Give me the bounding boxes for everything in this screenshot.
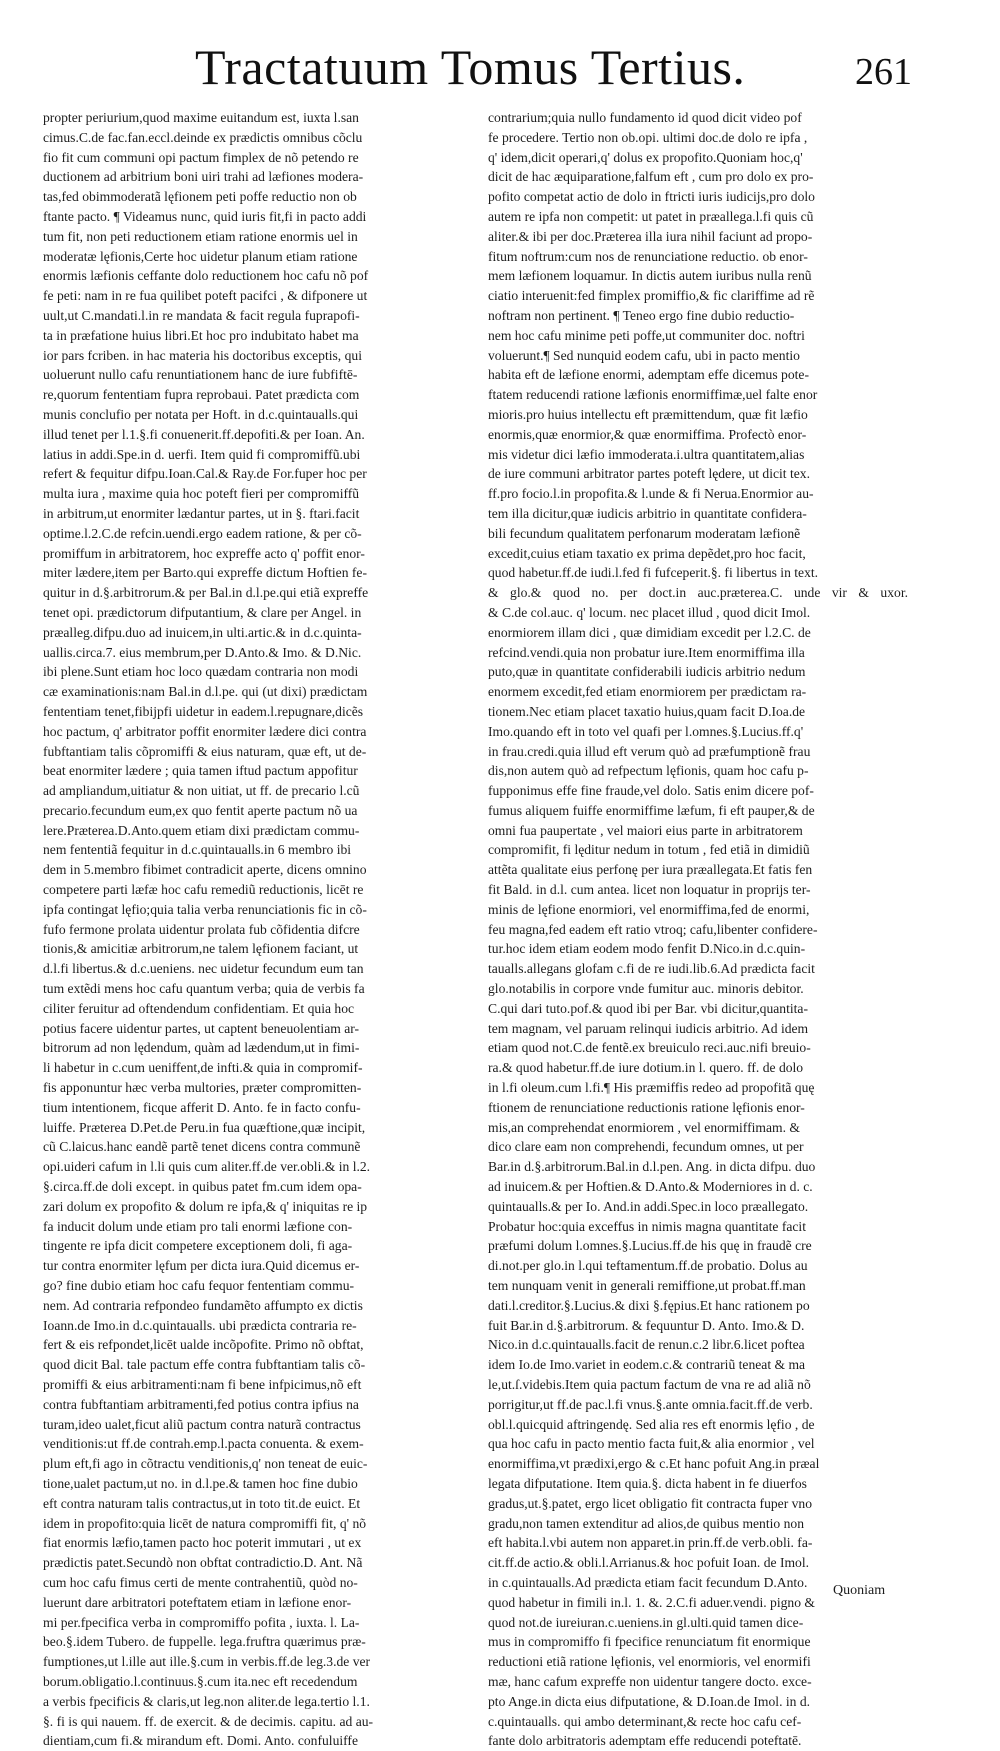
- text-line: contrarium;quia nullo fundamento id quod dicit video pof: [488, 110, 802, 125]
- text-line: tur.hoc idem etiam eodem modo fenfit D.Nico.in d.c.quin-: [488, 941, 806, 957]
- text-line: idem in propofito:quia licēt de natura compromiffi fit, q' nõ: [43, 1515, 367, 1531]
- text-line: omni fua paupertate , vel maiori eius parte in arbitratorem: [488, 822, 803, 838]
- text-line: a verbis fpecificis & claris,ut leg.non aliter.de lega.tertio l.1.: [43, 1693, 370, 1709]
- text-line: dientiam,cum fi.& mirandum eft. Domi. Anto. confuluiffe: [43, 1733, 358, 1749]
- text-line: feu magna,fed eadem eft ratio vtroq; cafu,libenter confidere-: [488, 921, 818, 937]
- text-line: in arbitrum,ut enormiter lædantur partes, ut in §. ftari.facit: [43, 505, 360, 521]
- text-line: le,ut.ſ.videbis.Item quia pactum factum de vna re ad aliã nõ: [488, 1377, 811, 1392]
- text-line: fe peti: nam in re fua quilibet poteft pacifci , & difponere ut: [43, 288, 368, 304]
- text-line: mis videtur dici læfio immoderata.i.ultra quantitatem,alias: [488, 446, 805, 462]
- text-line: fante dolo arbitratoris ademptam effe reducendi poteftatē.: [488, 1733, 802, 1749]
- text-line: fit Bald. in d.l. cum antea. licet non loquatur in proprijs ter-: [488, 882, 811, 898]
- text-line: nem fententiã fequitur in d.c.quintaualls.in 6 membro ibi: [43, 842, 352, 858]
- text-line: §.circa.ff.de doli except. in quibus patet fm.cum idem opa-: [43, 1179, 362, 1195]
- text-line: fitum noftrum:cum nos de renunciatione reductio. ob enor-: [488, 248, 808, 264]
- text-line: promiffum in arbitratorem, hoc expreffe acto q' poffit enor-: [43, 545, 365, 561]
- text-line: di.not.per glo.in l.qui teftamentum.ff.de probatio. Dolus au: [488, 1258, 808, 1274]
- text-line: ad inuicem.& per Hoftien.& D.Anto.& Moderniores in d. c.: [488, 1179, 813, 1195]
- text-line: mioris.pro huius intellectu eft præmittendum, quæ fit læfio: [488, 406, 808, 422]
- text-line: mem læfionem loquamur. In dictis autem iuribus nulla renũ: [488, 268, 812, 284]
- text-line: excedit,cuius etiam taxatio ex prima depẽdet,pro hoc facit,: [488, 545, 806, 561]
- text-line: quintaualls.& per Io. And.in addi.Spec.in loco præallegato.: [488, 1198, 809, 1214]
- text-line: prædictis patet.Secundò non obftat contradictio.D. Ant. Nã: [43, 1555, 363, 1571]
- text-line: precario.fecundum eum,ex quo fentit aperte pactum nõ ua: [43, 802, 358, 818]
- page-number: 261: [855, 51, 912, 93]
- catchword: Quoniam: [833, 1583, 886, 1598]
- running-title: Tractatuum Tomus Tertius.: [195, 39, 746, 95]
- text-line: dis,non autem quò ad refpectum lęfionis, quam hoc cafu p-: [488, 763, 809, 779]
- text-line: quitur in d.§.arbitrorum.& per Bal.in d.l.pe.qui etiã expreffe: [43, 585, 369, 601]
- text-line: de iure communi arbitrator partes poteft lędere, ut dicit tex.: [488, 466, 810, 482]
- text-line: dati.l.creditor.§.Lucius.& dixi §.fępius.Et hanc rationem po: [488, 1297, 810, 1313]
- text-line: fuit Bar.in d.§.arbitrorum. & fequuntur D. Anto. Imo.& D.: [488, 1317, 805, 1333]
- text-line: luerunt dare arbitratori poteftatem etiam in læfione enor-: [43, 1594, 352, 1610]
- text-line: in frau.credi.quia illud eft verum quò ad præfumptionẽ frau: [488, 743, 811, 759]
- text-line: tionis,& amicitiæ arbitrorum,ne talem lęfionem faciant, ut: [43, 941, 359, 957]
- text-line: tum extẽdi mens hoc cafu quantum verba; quia de verbis fa: [43, 981, 365, 997]
- text-line: multa iura , maxime quia hoc poteft fieri per compromiffũ: [43, 486, 360, 502]
- text-line: potius facere uidentur partes, ut captent beneuolentiam ar-: [43, 1020, 360, 1036]
- text-line: go? fine dubio etiam hoc cafu fequor fententiam commu-: [43, 1278, 355, 1294]
- right-text-column: [488, 108, 908, 1749]
- text-line: propter periurium,quod maxime euitandum est, iuxta l.san: [43, 110, 359, 125]
- text-line: quod habetur in fimili in.l. 1. &. 2.C.fi aduer.vendi. pigno &: [488, 1594, 815, 1610]
- text-line: Probatur hoc:quia exceffus in nimis magna quantitate facit: [488, 1218, 806, 1234]
- text-line: ibi plene.Sunt etiam hoc loco quædam contraria non modi: [43, 664, 359, 680]
- text-line: tium intentionem, ficque afferit D. Anto. fe in facto confu-: [43, 1099, 361, 1115]
- text-line: ftatem reducendi ratione læfionis enormiffimæ,uel falte enor: [488, 387, 818, 403]
- text-line: tem illa dicitur,quæ iudicis arbitrio in quantitate confidera-: [488, 505, 807, 521]
- text-line: quod not.de iureiuran.c.ueniens.in gl.ulti.quid tamen dice-: [488, 1614, 804, 1630]
- text-line: enormis læfionis ceffante dolo reductionem hoc cafu nõ pof: [43, 268, 369, 284]
- text-line: glo.notabilis in corpore vnde fumitur auc. minoris debitor.: [488, 981, 804, 997]
- text-line: contra fubftantiam arbitramenti,fed potius contra ipfius na: [43, 1396, 359, 1412]
- text-line: gradu,non tamen extenditur ad alios,de quibus mentio non: [488, 1515, 804, 1531]
- text-line: mis,an comprehendat enormiorem , vel enormiffimam. &: [488, 1119, 800, 1135]
- text-line: competere parti læfæ hoc cafu remediũ reductionis, licēt re: [43, 882, 364, 898]
- text-line: idem Io.de Imo.variet in eodem.c.& contrariũ teneat & ma: [488, 1357, 806, 1373]
- text-line: quod dicit Bal. tale pactum effe contra fubftantiam talis cõ-: [43, 1357, 366, 1373]
- text-line: promiffi & eius arbitramenti:nam fi bene infpicimus,nõ eft: [43, 1377, 362, 1392]
- text-line: reductioni etiã ratione lęfionis, vel enormioris, vel enormifi: [488, 1654, 811, 1670]
- text-line: beat enormiter lædere ; quia tamen iftud pactum appofitur: [43, 763, 358, 779]
- text-line: cum hoc cafu fimus certi de mente contrahentiũ, quòd no-: [43, 1574, 358, 1590]
- text-line: c.quintaualls. qui ambo determinant,& recte hoc cafu cef-: [488, 1713, 802, 1729]
- text-line: mæ, hanc cafum expreffe non uidentur tangere docto. exce-: [488, 1673, 812, 1689]
- text-line: Bar.in d.§.arbitrorum.Bal.in d.l.pen. Ang. in dicta difpu. duo: [488, 1159, 816, 1175]
- text-line: mus in compromiffo fi fpecifice renunciatum fit enormique: [488, 1634, 811, 1650]
- text-line: nem. Ad contraria refpondeo fundamẽto affumpto ex dictis: [43, 1297, 363, 1313]
- text-line: ior pars fcriben. in hac materia his doctoribus exceptis, qui: [43, 347, 362, 363]
- text-line: fupponimus effe fine fraude,vel dolo. Satis enim dicere pof-: [488, 783, 814, 799]
- text-line: beo.§.idem Tubero. de fuppelle. lega.fruftra quærimus præ-: [43, 1634, 366, 1650]
- text-line: munis conclufio per notata per Hoft. in d.c.quintaualls.qui: [43, 406, 359, 422]
- text-line: fumptiones,ut l.ille aut ille.§.cum in verbis.ff.de leg.3.de ver: [43, 1654, 371, 1670]
- text-line: tem nunquam venit in generali remiffione,ut probat.ff.man: [488, 1278, 806, 1294]
- text-line: quod habetur.ff.de iudi.l.fed fi fufceperit.§. fi libertus in text.: [488, 565, 819, 581]
- text-line: optime.l.2.C.de refcin.uendi.ergo eadem ratione, & per cõ-: [43, 525, 362, 541]
- text-line: tenet opi. prædictorum difputantium, & clare per Angel. in: [43, 604, 362, 620]
- text-line: enormiffima,vt prædixi,ergo & c.Et hanc pofuit Ang.in præal: [488, 1456, 820, 1472]
- text-line: fiat enormis læfio,tamen pacto hoc poterit immutari , ut ex: [43, 1535, 362, 1551]
- text-line: cæ examinationis:nam Bal.in d.l.pe. qui (ut dixi) prædictam: [43, 684, 368, 700]
- text-line: tum fit, non peti reductionem etiam ratione enormis uel in: [43, 228, 358, 244]
- text-line: bitrorum ad non lędendum, quàm ad lædendum,ut in fimi-: [43, 1040, 360, 1056]
- text-line: fert & eis refpondet,licēt ualde incõpofite. Primo nõ obftat,: [43, 1337, 364, 1353]
- text-line: ad ampliandum,uitiatur & non uitiat, ut ff. de precario l.cũ: [43, 783, 360, 799]
- text-line: puto,quæ in quantitate confiderabili iudicis arbitrio nedum: [488, 664, 806, 680]
- text-line: eft contra naturam talis contractus,ut in toto tit.de euict. Et: [43, 1495, 361, 1511]
- text-line: eft habita.l.vbi autem non apparet.in prin.ff.de verb.obli. fa-: [488, 1535, 813, 1551]
- text-line: compromifit, fi lęditur nedum in totum , fed etiã in dimidiũ: [488, 842, 810, 858]
- text-line: ra.& quod habetur.ff.de iure dotium.in l. quero. ff. de dolo: [488, 1060, 804, 1076]
- text-line: li habetur in c.cum ueniffent,de infti.& quia in compromif-: [43, 1060, 363, 1076]
- text-line: ciliter feruitur ad oftendendum confidentiam. Et quia hoc: [43, 1000, 355, 1016]
- text-line: cit.ff.de actio.& obli.l.Arrianus.& hoc pofuit Ioan. de Imol.: [488, 1555, 810, 1571]
- text-line: re,quorum fententiam fupra reprobaui. Patet prædicta com: [43, 387, 360, 403]
- text-line: q' idem,dicit operari,q' dolus ex propofito.Quoniam hoc,q': [488, 149, 803, 165]
- text-line: dico clare eam non comprehendi, fecundum omnes, ut per: [488, 1139, 804, 1155]
- text-line: moderatæ lęfionis,Certe hoc uidetur planum etiam ratione: [43, 248, 358, 264]
- text-line: & glo.& quod no. per doct.in auc.præterea.C. unde vir & uxor.: [488, 585, 908, 601]
- text-line: qua hoc cafu in pacto mentio facta fuit,& alia enormior , vel: [488, 1436, 815, 1452]
- text-line: tingente re ipfa dicit competere exceptionem doli, fi aga-: [43, 1238, 353, 1254]
- text-line: fio fit cum communi opi pactum fimplex de nõ petendo re: [43, 149, 359, 165]
- text-line: in c.quintaualls.Ad prædicta etiam facit fecundum D.Anto.: [488, 1574, 808, 1590]
- text-line: hoc pactum, q' arbitrator poffit enormiter lædere dici contra: [43, 723, 367, 739]
- text-line: d.l.fi libertus.& d.c.ueniens. nec uidetur fecundum eum tan: [43, 961, 364, 977]
- text-line: fumus aliquem fuiffe enormiffime læfum, fi eft pauper,& de: [488, 802, 815, 818]
- text-line: nem hoc cafu minime peti poffe,ut communiter doc. noftri: [488, 327, 805, 343]
- text-line: uult,ut C.mandati.l.in re mandata & facit regula fuprapofi-: [43, 307, 360, 323]
- text-line: ductionem ad arbitrium boni uiri trahi ad læfiones modera-: [43, 169, 364, 185]
- text-line: præalleg.difpu.duo ad inuicem,in ulti.artic.& in d.c.quinta-: [43, 624, 362, 640]
- text-line: pofito competat actio de dolo in ftricti iuris iudicijs,pro dolo: [488, 189, 815, 205]
- text-line: fa inducit dolum unde etiam pro tali enormi læfione con-: [43, 1218, 353, 1234]
- text-line: dicit de hac æquiparatione,falfum eft , cum pro dolo ex pro-: [488, 169, 814, 185]
- text-line: attẽta qualitate eius perfonę per iura præallegata.Et fatis fen: [488, 862, 813, 878]
- text-line: fufo fermone prolata uidentur prolata fub cõfidentia difcre: [43, 921, 360, 937]
- text-line: cũ C.laicus.hanc eandẽ partẽ tenet dicens contra communẽ: [43, 1139, 361, 1155]
- text-line: aliter.& ibi per doc.Præterea illa iura nihil faciunt ad propo-: [488, 228, 813, 244]
- text-line: tionem.Nec etiam placet taxatio huius,quam facit D.Ioa.de: [488, 703, 806, 719]
- text-line: fis apponuntur hæc verba multories, præter compromitten-: [43, 1080, 362, 1096]
- text-line: C.qui dari tuto.pof.& quod ibi per Bar. vbi dicitur,quantita-: [488, 1000, 808, 1016]
- text-line: §. fi is qui nauem. ff. de exercit. & de decimis. capitu. ad au-: [43, 1713, 374, 1729]
- text-line: illud tenet per l.1.§.fi conuenerit.ff.depofiti.& per Ioan. An.: [43, 426, 365, 442]
- text-line: & C.de col.auc. q' locum. nec placet illud , quod dicit Imol.: [488, 604, 811, 620]
- left-text-column: [43, 108, 475, 1749]
- text-line: ciatio interuenit:fed fimplex promiffio,& fic clariffime ad rẽ: [488, 288, 815, 304]
- text-line: habita eft de læfione enormi, ademptam effe dicemus pote-: [488, 367, 809, 383]
- text-line: porrigitur,ut ff.de pac.l.fi vnus.§.ante omnia.facit.ff.de verb.: [488, 1396, 813, 1412]
- text-line: enormem excedit,fed etiam enormiorem per prædictam ra-: [488, 684, 807, 700]
- text-line: Imo.quando eft in toto vel quafi per l.omnes.§.Lucius.ff.q': [488, 723, 804, 739]
- text-line: in l.fi oleum.cum l.fi.¶ His præmiffis redeo ad propofitã quę: [488, 1080, 815, 1096]
- text-line: gradus,ut.§.patet, ergo licet obligatio fit contracta fuper vno: [488, 1495, 813, 1511]
- text-line: fententiam tenet,fibijpfi uidetur in eadem.l.repugnare,dicẽs: [43, 703, 364, 719]
- text-line: minis de lęfione enormiori, vel enormiffima,fed de enormi,: [488, 901, 810, 917]
- text-line: ftionem de renunciatione reductionis ratione lęfionis enor-: [488, 1099, 805, 1115]
- text-line: obl.l.quicquid aftringendę. Sed alia res eft enormis lęfio , de: [488, 1416, 815, 1432]
- text-line: pto Ange.in dicta eius difputatione, & D.Ioan.de Imol. in d.: [488, 1693, 811, 1709]
- text-line: Ioann.de Imo.in d.c.quintaualls. ubi prædicta contraria re-: [43, 1317, 357, 1333]
- text-line: venditionis:ut ff.de contrah.emp.l.pacta conuenta. & exem-: [43, 1436, 364, 1452]
- text-line: enormiorem illam dici , quæ dimidiam excedit per l.2.C. de: [488, 624, 811, 640]
- text-line: opi.uideri cafum in l.li quis cum aliter.ff.de ver.obli.& in l.2.: [43, 1159, 371, 1175]
- text-line: ff.pro focio.l.in propofita.& l.unde & fi Nerua.Enormior au-: [488, 486, 814, 502]
- text-line: ta in præfatione huius libri.Et hoc pro indubitato habet ma: [43, 327, 359, 343]
- text-line: cimus.C.de fac.fan.eccl.deinde ex prædictis omnibus cõclu: [43, 129, 363, 145]
- text-line: refert & fequitur difpu.Ioan.Cal.& Ray.de For.fuper hoc per: [43, 466, 367, 482]
- text-line: tur contra enormiter lęfum per dicta iura.Quid dicemus er-: [43, 1258, 360, 1274]
- text-line: turam,ideo ualet,ficut aliũ pactum contra naturã contractus: [43, 1416, 361, 1432]
- text-line: noftram non pertinent. ¶ Teneo ergo fine dubio reductio-: [488, 307, 795, 323]
- text-line: luiffe. Præterea D.Pet.de Peru.in fua quæftione,quæ incipit,: [43, 1119, 366, 1135]
- text-line: tas,fed obimmoderatã lęfionem peti poffe reductio non ob: [43, 189, 357, 205]
- text-line: fubftantiam talis cõpromiffi & eius naturam, quæ eft, ut de-: [43, 743, 367, 759]
- text-line: tem magnam, vel paruam relinqui iudicis arbitrio. Ad idem: [488, 1020, 809, 1036]
- text-line: refcind.vendi.quia non probatur iure.Item enormiffima illa: [488, 644, 805, 660]
- text-line: ftante pacto. ¶ Videamus nunc, quid iuris fit,fi in pacto addi: [43, 208, 367, 224]
- text-line: autem re ipfa non competit: ut patet in præallega.l.fi quis cũ: [488, 208, 814, 224]
- text-line: ipfa contingat lęfio;quia talia verba renunciationis fic in cõ-: [43, 901, 367, 917]
- text-line: tione,ualet pactum,ut no. in d.l.pe.& tamen hoc fine dubio: [43, 1475, 358, 1491]
- text-line: Nico.in d.c.quintaualls.facit de renun.c.2 libr.6.licet poftea: [488, 1337, 805, 1353]
- text-line: præfumi dolum l.omnes.§.Lucius.ff.de his quę in fraudẽ cre: [488, 1238, 812, 1254]
- text-line: plum eft,fi ago in cõtractu venditionis,q' non teneat de euic-: [43, 1456, 368, 1472]
- text-line: enormis,quæ enormior,& quæ enormiffima. Profectò enor-: [488, 426, 807, 442]
- text-line: voluerunt.¶ Sed nunquid eodem cafu, ubi in pacto mentio: [488, 347, 800, 363]
- text-line: legata difputatione. Item quia.§. dicta habent in fe diuerfos: [488, 1475, 807, 1491]
- text-line: mi per.fpecifica verba in compromiffo pofita , iuxta. l. La-: [43, 1614, 360, 1630]
- text-line: borum.obligatio.l.continuus.§.cum ita.nec eft recedendum: [43, 1673, 358, 1689]
- text-line: bili fecundum qualitatem perfonarum moderatam læfionẽ: [488, 525, 801, 541]
- text-line: lere.Præterea.D.Anto.quem etiam dixi prædictam commu-: [43, 822, 360, 838]
- text-line: miter lædere,item per Barto.qui expreffe dictum Hoftien fe-: [43, 565, 367, 581]
- text-line: dem in 5.membro fibimet contradicit aperte, dicens omnino: [43, 862, 367, 878]
- text-line: etiam quod not.C.de fentẽ.ex breuiculo reci.auc.nifi breuio-: [488, 1040, 811, 1056]
- text-line: latius in addi.Spe.in d. uerfi. Item quid fi compromiffũ.ubi: [43, 446, 361, 462]
- text-line: zari dolum ex propofito & dolum re ipfa,& q' iniquitas re ip: [43, 1198, 368, 1214]
- text-line: fe procedere. Tertio non ob.opi. ultimi doc.de dolo re ipfa ,: [488, 129, 808, 145]
- text-line: taualls.allegans glofam c.fi de re iudi.lib.6.Ad prædicta facit: [488, 961, 815, 977]
- text-line: uoluerunt nullo cafu renuntiationem hanc de iure fubfiftē-: [43, 367, 358, 383]
- text-line: uallis.circa.7. eius membrum,per D.Anto.& Imo. & D.Nic.: [43, 644, 362, 660]
